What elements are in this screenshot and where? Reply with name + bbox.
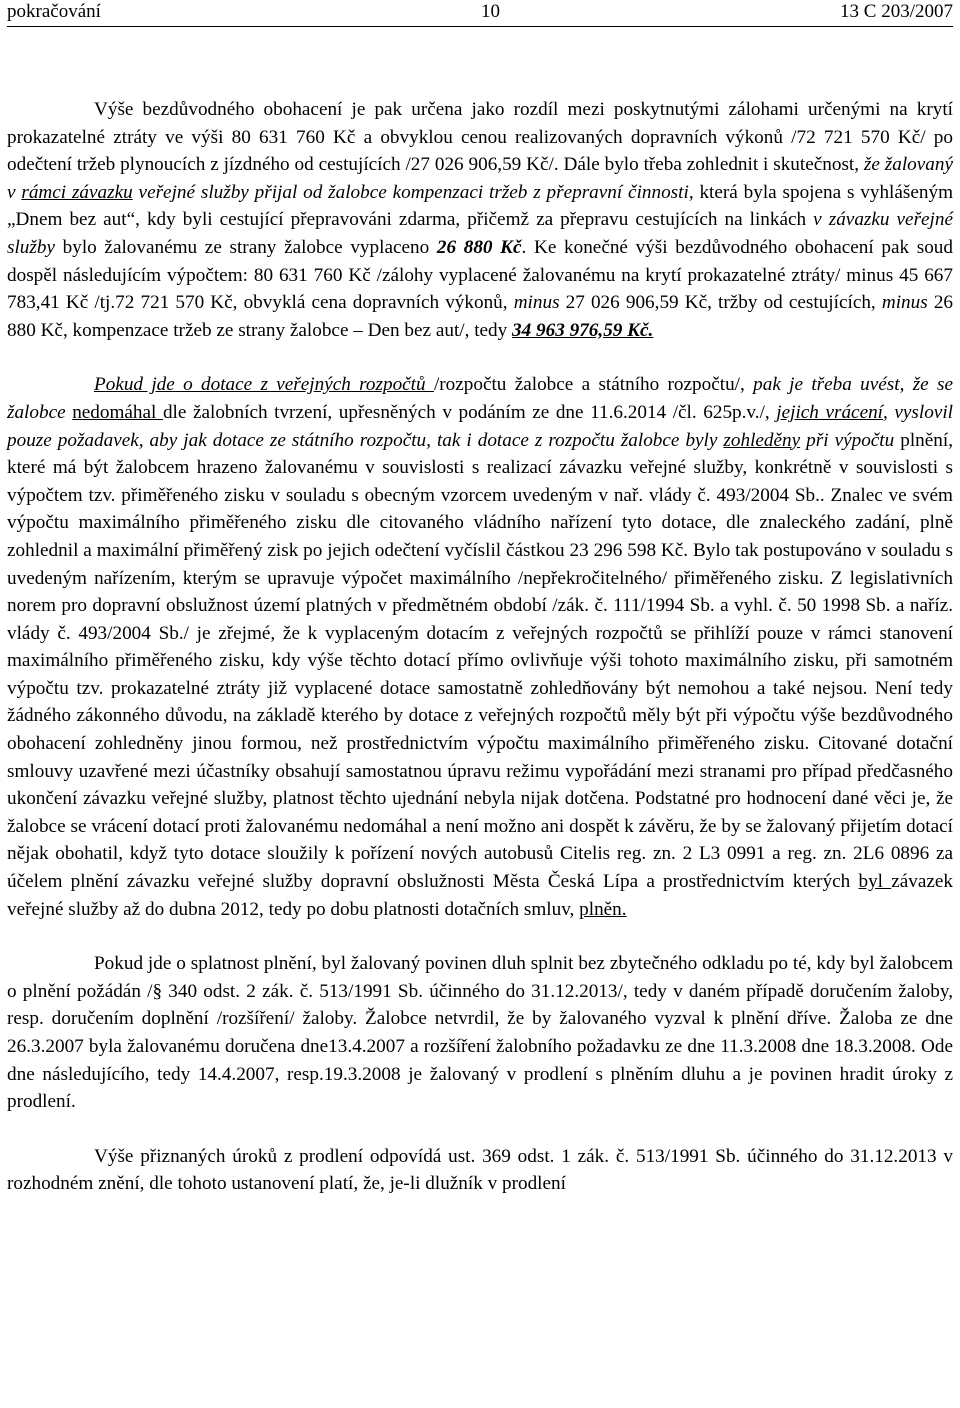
text-run: /rozpočtu žalobce a státního rozpočtu/,	[433, 374, 754, 396]
document-body	[7, 96, 953, 1198]
paragraph-unjust-enrichment	[7, 96, 953, 344]
italic-underlined-run: Pokud jde o dotace z veřejných rozpočtů	[94, 374, 434, 396]
italic-underlined-run: jejich vrácení	[776, 401, 884, 423]
page-header	[7, 0, 953, 26]
page-number: 10	[481, 1, 500, 22]
paragraph-due-date: Pokud jde o splatnost plnění, byl žalovaný povinen dluh splnit bez zbytečného odkladu po té, kdy byl žalobcem o plnění požádán /§ 340 odst. 2 zák. č. 513/1991 Sb. účinného do 31.12.2013/, tedy v daném případě doručením žaloby, resp. doručením doplnění /rozšíření/ žaloby. Žalobce netvrdil, že by žalovaného vyzval k plnění dříve. Žaloba ze dne 26.3.2007 byla žalovanému doručena dne13.4.2007 a rozšíření žalobního požadavku ze dne 11.3.2008 dne 18.3.2008. Ode dne následujícího, tedy 14.4.2007, resp.19.3.2008 je žalovaný v prodlení s plněním dluhu a je povinen hradit úroky z prodlení.	[7, 953, 953, 1113]
text-run: Výše bezdůvodného obohacení je pak určena jako rozdíl mezi poskytnutými zálohami určenými na krytí prokazatelné ztráty ve výši 80 631 760 Kč a obvyklou cenou realizovaných dopravních výkonů /72 721 570 Kč/ po odečtení tržeb plynoucích z jízdného od cestujících /27 026 906,59 Kč/. Dále bylo třeba zohlednit i skutečnost,	[7, 99, 953, 176]
italic-underlined-run: rámci závazku	[21, 181, 133, 203]
italic-run: minus	[881, 292, 928, 314]
paragraph-interest: Výše přiznaných úroků z prodlení odpovídá ust. 369 odst. 1 zák. č. 513/1991 Sb. účinného do 31.12.2013 v rozhodném znění, dle tohoto ustanovení platí, že, je-li dlužník v prodlení	[7, 1145, 953, 1195]
text-run: bylo žalovanému ze strany žalobce vyplaceno	[54, 236, 437, 258]
text-run: závazek veřejné služby až do dubna 2012, tedy po dobu platnosti dotačních smluv,	[7, 871, 953, 920]
italic-run: pak je třeba uvést, že se žalobce	[7, 374, 953, 423]
text-run: , která byla spojena s vyhlášeným „Dnem bez aut“, kdy byli cestující přepravováni zdarma, přičemž za přepravu cestujících na linkách	[7, 181, 953, 231]
header-rule	[7, 26, 953, 27]
case-number: 13 C 203/2007	[840, 1, 953, 22]
italic-underlined-run: zohleděny	[723, 429, 801, 451]
text-run: 27 026 906,59 Kč, tržby od cestujících,	[559, 292, 882, 314]
italic-run: veřejné služby přijal od žalobce kompenzaci tržeb z přepravní činnosti	[132, 181, 689, 203]
text-run: plnění, které má být žalobcem hrazeno žalovanému v souvislosti s realizací závazku veřejné služby, konkrétně v souvislosti s výpočtem tzv. přiměřeného zisku v souladu s obecným vzorcem uvedeným v nař. vlády č. 493/2004 Sb.. Znalec ve svém výpočtu maximálního přiměřeného zisku dle citovaného vládního nařízení tyto dotace, dle znaleckého zadání, plně zohlednil a maximální přiměřený zisk po jejich odečtení vyčíslil částkou 23 296 598 Kč. Bylo tak postupováno v souladu s uvedeným nařízením, kterým se upravuje výpočet maximálního /nepřekročitelného/ přiměřeného zisku. Z legislativních norem pro dopravní obslužnost území platných v předmětném období /zák. č. 111/1994 Sb. a vyhl. č. 50 1998 Sb. a naříz. vlády č. 493/2004 Sb./ je zřejmé, že k vyplaceným dotacím z veřejných rozpočtů se přihlíží pouze v rámci stanovení maximálního přiměřeného zisku, kdy výše těchto dotací přímo ovlivňuje výši tohoto maximálního zisku, při samotném výpočtu tzv. prokazatelné ztráty již vyplacené dotace samostatně zohledňovány být nemohou a také nejsou. Není tedy žádného zákonného důvodu, na základě kterého by dotace z veřejných rozpočtů měly být při výpočtu výše bezdůvodného obohacení zohledněny jinou formou, než prostřednictvím výpočtu maximálního přiměřeného zisku. Citované dotační smlouvy uzavřené mezi účastníky obsahují samostatnou úpravu režimu vypořádání mezi stranami pro případ předčasného ukončení závazku veřejné služby, platnost těchto ujednání nebyla nijak dotčena. Podstatné pro hodnocení dané věci je, že žalobce se vrácení dotací proti žalovanému nedomáhal a není možno ani dospět k závěru, že by se žalovaný přijetím dotací nějak obohatil, když tyto dotace sloužily k pořízení nových autobusů Citelis reg. zn. 2 L3 0991 a reg. zn. 2L6 0896 za účelem plnění závazku veřejné služby dopravní obslužnosti Města Česká Lípa a prostřednictvím kterých	[7, 429, 953, 893]
bold-italic-amount: 26 880 Kč	[436, 236, 522, 258]
italic-run: , vyslovil pouze požadavek, aby jak dotace ze státního rozpočtu, tak i dotace z rozpočtu žalobce byly	[7, 401, 953, 451]
text-run: . Ke konečné výši bezdůvodného obohacení pak soud dospěl následujícím výpočtem: 80 631 760 Kč /zálohy vyplacené žalovanému na krytí prokazatelné ztráty/ minus 45 667 783,41 Kč /tj.72 721 570 Kč, obvyklá cena dopravních výkonů,	[7, 236, 953, 314]
underlined-run: nedomáhal	[72, 401, 163, 423]
italic-run: v závazku veřejné služby	[7, 209, 953, 258]
text-run: dle žalobních tvrzení, upřesněných v podáním ze dne 11.6.2014 /čl. 625p.v./,	[162, 401, 777, 423]
paragraph-subsidies	[7, 371, 953, 923]
text-run: 26 880 Kč, kompenzace tržeb ze strany žalobce – Den bez aut/, tedy	[7, 292, 954, 341]
italic-run: že žalovaný v	[7, 154, 953, 203]
italic-run: minus	[513, 292, 560, 314]
total-amount: 34 963 976,59 Kč.	[512, 319, 654, 341]
italic-run: při výpočtu	[800, 429, 895, 451]
continuation-label: pokračování	[7, 1, 101, 22]
underlined-run: byl	[858, 871, 892, 893]
underlined-run: plněn.	[579, 898, 627, 920]
